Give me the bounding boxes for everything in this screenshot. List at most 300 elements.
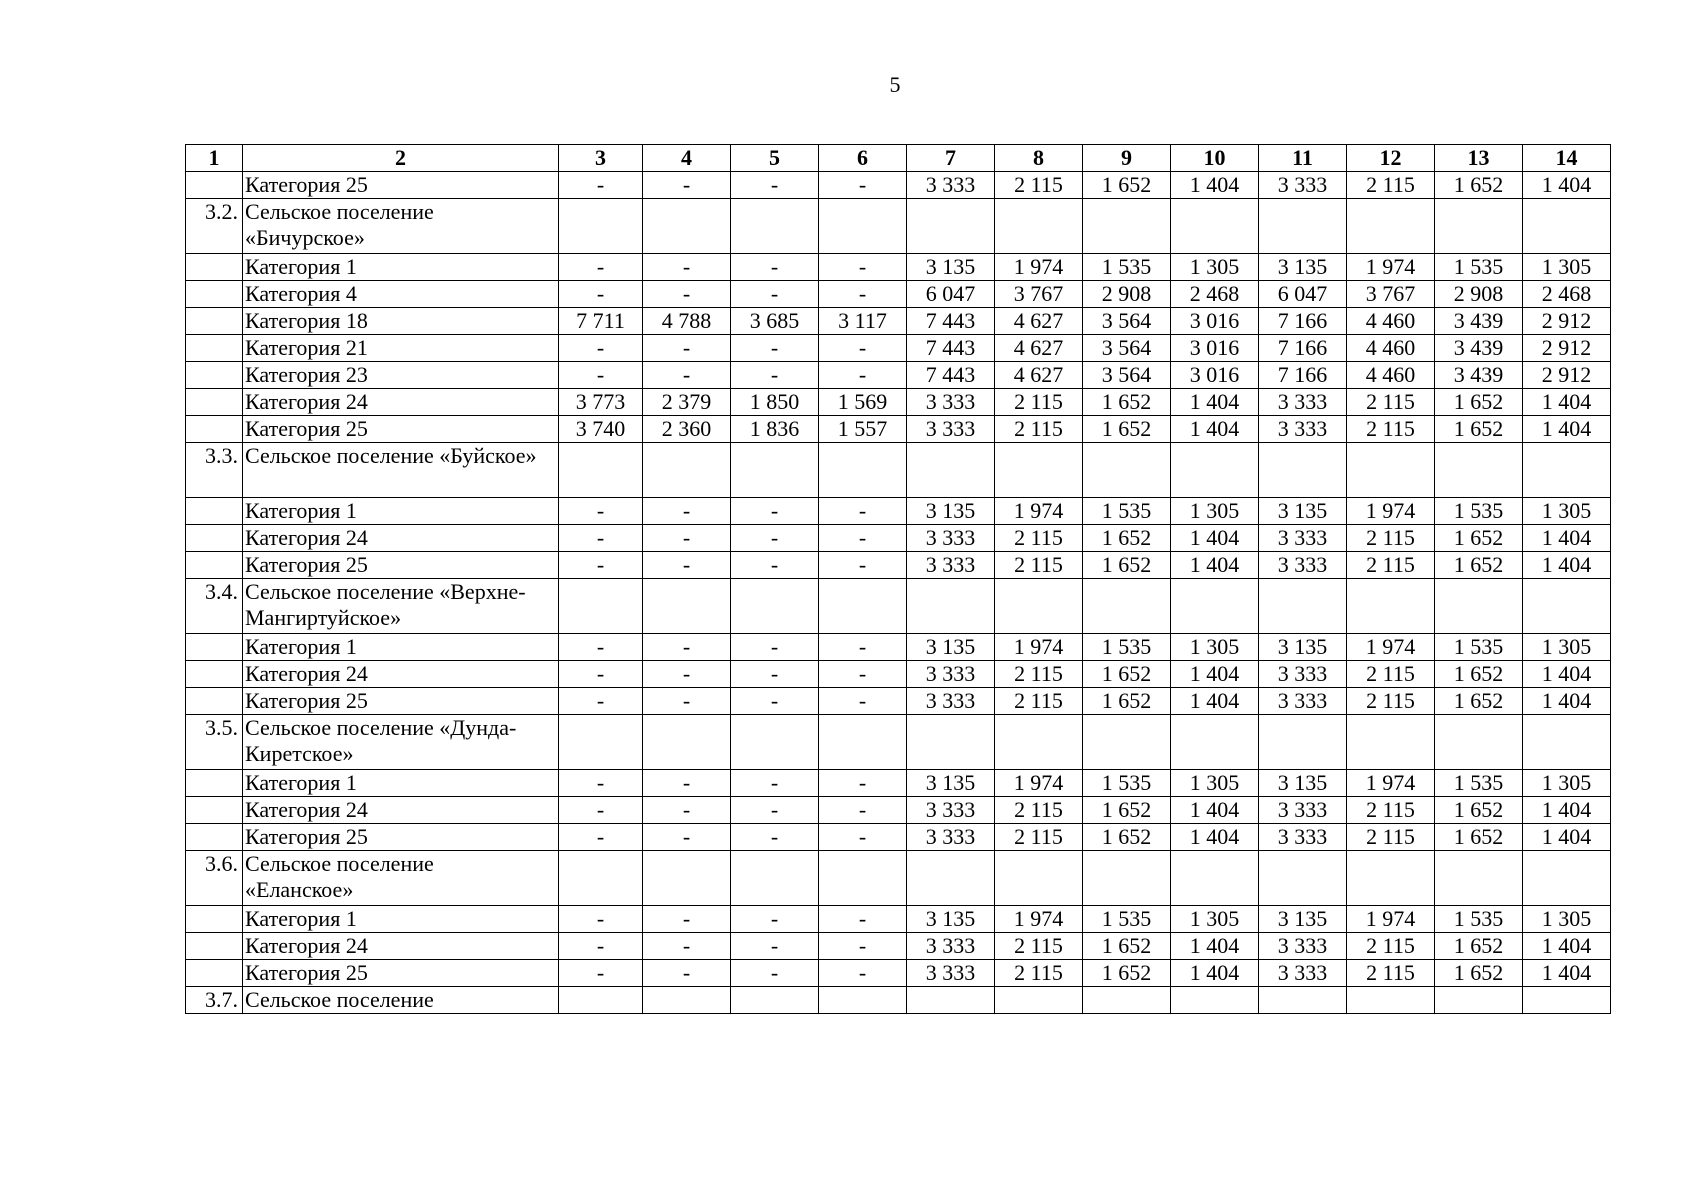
row-name-text: Категория 24 (245, 797, 368, 822)
row-name-cell (243, 770, 559, 797)
value-cell-col-8: 2 115 (995, 172, 1083, 199)
row-name-cell (243, 389, 559, 416)
value-cell-col-14: 1 404 (1523, 933, 1611, 960)
value-cell-col-7: 7 443 (907, 362, 995, 389)
value-cell-col-7 (907, 987, 995, 1014)
value-cell-col-14 (1523, 987, 1611, 1014)
value-cell-col-6: - (819, 933, 907, 960)
value-cell-col-14: 1 305 (1523, 634, 1611, 661)
value-cell-col-3: 3 773 (559, 389, 643, 416)
value-cell-col-14: 1 305 (1523, 906, 1611, 933)
table-row (186, 362, 1611, 389)
row-name-text: Категория 18 (245, 308, 368, 333)
section-row (186, 443, 1611, 498)
value-cell-col-12: 1 974 (1347, 634, 1435, 661)
value-cell-col-11: 3 333 (1259, 525, 1347, 552)
row-name-text: Категория 24 (245, 389, 368, 414)
row-name-text: Категория 1 (245, 906, 357, 931)
value-cell-col-8: 4 627 (995, 308, 1083, 335)
value-cell-col-5: - (731, 172, 819, 199)
row-name-cell (243, 308, 559, 335)
value-cell-col-11: 3 333 (1259, 960, 1347, 987)
value-cell-col-12: 2 115 (1347, 389, 1435, 416)
value-cell-col-10: 1 404 (1171, 389, 1259, 416)
value-cell-col-5: 1 836 (731, 416, 819, 443)
row-name-cell (243, 634, 559, 661)
value-cell-col-9 (1083, 443, 1171, 498)
row-name-cell (243, 498, 559, 525)
row-number-cell (186, 688, 243, 715)
value-cell-col-7: 3 333 (907, 416, 995, 443)
value-cell-col-9: 1 652 (1083, 416, 1171, 443)
value-cell-col-4: - (643, 335, 731, 362)
value-cell-col-4: - (643, 933, 731, 960)
row-number-cell (186, 906, 243, 933)
value-cell-col-10: 1 404 (1171, 172, 1259, 199)
value-cell-col-13: 1 652 (1435, 797, 1523, 824)
value-cell-col-10 (1171, 443, 1259, 498)
value-cell-col-11 (1259, 987, 1347, 1014)
row-name-cell (243, 199, 559, 254)
value-cell-col-12 (1347, 851, 1435, 906)
value-cell-col-10 (1171, 987, 1259, 1014)
value-cell-col-5: - (731, 906, 819, 933)
table-row (186, 389, 1611, 416)
value-cell-col-13 (1435, 443, 1523, 498)
row-name-cell (243, 443, 559, 498)
value-cell-col-14: 1 305 (1523, 254, 1611, 281)
value-cell-col-12: 3 767 (1347, 281, 1435, 308)
value-cell-col-10: 1 404 (1171, 525, 1259, 552)
row-number-cell (186, 525, 243, 552)
value-cell-col-10: 3 016 (1171, 362, 1259, 389)
value-cell-col-13: 1 535 (1435, 770, 1523, 797)
value-cell-col-9: 1 652 (1083, 797, 1171, 824)
value-cell-col-3: - (559, 525, 643, 552)
value-cell-col-3: - (559, 960, 643, 987)
row-name-cell (243, 960, 559, 987)
value-cell-col-14: 1 404 (1523, 172, 1611, 199)
value-cell-col-5: - (731, 688, 819, 715)
value-cell-col-6: - (819, 335, 907, 362)
value-cell-col-6: - (819, 661, 907, 688)
row-number-cell (186, 281, 243, 308)
value-cell-col-14: 2 912 (1523, 362, 1611, 389)
value-cell-col-7 (907, 579, 995, 634)
row-name-text: Категория 25 (245, 960, 368, 985)
value-cell-col-7 (907, 715, 995, 770)
value-cell-col-14: 1 404 (1523, 797, 1611, 824)
value-cell-col-11: 6 047 (1259, 281, 1347, 308)
row-name-text: Категория 4 (245, 281, 357, 306)
value-cell-col-3: - (559, 362, 643, 389)
value-cell-col-7: 6 047 (907, 281, 995, 308)
table-row (186, 308, 1611, 335)
value-cell-col-5 (731, 715, 819, 770)
value-cell-col-14: 1 404 (1523, 688, 1611, 715)
value-cell-col-9: 1 535 (1083, 770, 1171, 797)
value-cell-col-6: - (819, 688, 907, 715)
value-cell-col-4 (643, 443, 731, 498)
value-cell-col-14: 1 404 (1523, 525, 1611, 552)
value-cell-col-12: 2 115 (1347, 552, 1435, 579)
column-header-3: 3 (559, 145, 643, 172)
value-cell-col-13: 1 652 (1435, 933, 1523, 960)
value-cell-col-3: - (559, 824, 643, 851)
value-cell-col-10: 1 404 (1171, 933, 1259, 960)
value-cell-col-14 (1523, 443, 1611, 498)
value-cell-col-14 (1523, 579, 1611, 634)
value-cell-col-5: - (731, 281, 819, 308)
value-cell-col-4: - (643, 172, 731, 199)
value-cell-col-11: 3 135 (1259, 254, 1347, 281)
column-header-7: 7 (907, 145, 995, 172)
column-header-4: 4 (643, 145, 731, 172)
value-cell-col-6: 3 117 (819, 308, 907, 335)
value-cell-col-5: - (731, 335, 819, 362)
value-cell-col-10: 1 404 (1171, 661, 1259, 688)
value-cell-col-8: 2 115 (995, 552, 1083, 579)
row-name-text: Категория 23 (245, 362, 368, 387)
value-cell-col-11: 3 333 (1259, 824, 1347, 851)
value-cell-col-6: - (819, 172, 907, 199)
value-cell-col-6: 1 569 (819, 389, 907, 416)
value-cell-col-9: 1 535 (1083, 634, 1171, 661)
value-cell-col-12: 2 115 (1347, 416, 1435, 443)
row-name-cell (243, 715, 559, 770)
column-header-13: 13 (1435, 145, 1523, 172)
value-cell-col-8: 1 974 (995, 770, 1083, 797)
value-cell-col-11: 3 333 (1259, 172, 1347, 199)
value-cell-col-9: 1 652 (1083, 824, 1171, 851)
row-name-cell (243, 552, 559, 579)
row-name-text: Категория 21 (245, 335, 368, 360)
row-name-text: Категория 1 (245, 254, 357, 279)
value-cell-col-7: 3 135 (907, 770, 995, 797)
value-cell-col-9 (1083, 715, 1171, 770)
value-cell-col-6: - (819, 906, 907, 933)
value-cell-col-9: 3 564 (1083, 362, 1171, 389)
value-cell-col-8: 2 115 (995, 960, 1083, 987)
row-number-cell: 3.5. (186, 715, 243, 770)
value-cell-col-6 (819, 443, 907, 498)
table-row (186, 281, 1611, 308)
value-cell-col-3: 3 740 (559, 416, 643, 443)
value-cell-col-12 (1347, 579, 1435, 634)
row-number-cell (186, 416, 243, 443)
row-number-cell (186, 552, 243, 579)
row-number-cell (186, 389, 243, 416)
value-cell-col-14: 2 912 (1523, 308, 1611, 335)
value-cell-col-6: - (819, 525, 907, 552)
value-cell-col-5 (731, 987, 819, 1014)
value-cell-col-7 (907, 443, 995, 498)
row-name-cell (243, 661, 559, 688)
value-cell-col-7: 3 333 (907, 525, 995, 552)
value-cell-col-11: 3 333 (1259, 688, 1347, 715)
row-name-cell (243, 335, 559, 362)
table-header-row (186, 145, 1611, 172)
value-cell-col-7: 3 333 (907, 960, 995, 987)
row-number-cell (186, 308, 243, 335)
page-number: 5 (889, 72, 901, 97)
column-header-8: 8 (995, 145, 1083, 172)
value-cell-col-10: 1 404 (1171, 824, 1259, 851)
section-row (186, 987, 1611, 1014)
value-cell-col-8: 1 974 (995, 634, 1083, 661)
row-number-cell (186, 172, 243, 199)
value-cell-col-11: 3 333 (1259, 661, 1347, 688)
value-cell-col-9: 1 652 (1083, 525, 1171, 552)
value-cell-col-9 (1083, 987, 1171, 1014)
table-row (186, 416, 1611, 443)
row-name-text: Категория 24 (245, 525, 368, 550)
value-cell-col-14: 1 404 (1523, 960, 1611, 987)
value-cell-col-9: 1 535 (1083, 254, 1171, 281)
value-cell-col-10: 1 305 (1171, 254, 1259, 281)
value-cell-col-10: 1 404 (1171, 416, 1259, 443)
value-cell-col-9: 1 652 (1083, 688, 1171, 715)
value-cell-col-7: 3 333 (907, 389, 995, 416)
value-cell-col-12 (1347, 443, 1435, 498)
value-cell-col-13: 3 439 (1435, 308, 1523, 335)
value-cell-col-8: 1 974 (995, 498, 1083, 525)
value-cell-col-13: 1 652 (1435, 661, 1523, 688)
value-cell-col-8: 2 115 (995, 661, 1083, 688)
value-cell-col-8 (995, 443, 1083, 498)
value-cell-col-6: - (819, 797, 907, 824)
value-cell-col-7 (907, 851, 995, 906)
value-cell-col-5: - (731, 552, 819, 579)
value-cell-col-4: 2 360 (643, 416, 731, 443)
value-cell-col-12: 4 460 (1347, 308, 1435, 335)
tariff-table (185, 144, 1611, 1014)
value-cell-col-4: - (643, 281, 731, 308)
value-cell-col-8: 2 115 (995, 933, 1083, 960)
value-cell-col-12: 2 115 (1347, 688, 1435, 715)
value-cell-col-6: - (819, 770, 907, 797)
row-name-cell (243, 797, 559, 824)
value-cell-col-8: 4 627 (995, 335, 1083, 362)
value-cell-col-4: - (643, 254, 731, 281)
value-cell-col-6: - (819, 960, 907, 987)
value-cell-col-8 (995, 987, 1083, 1014)
value-cell-col-10: 1 404 (1171, 688, 1259, 715)
value-cell-col-5: - (731, 770, 819, 797)
value-cell-col-13: 2 908 (1435, 281, 1523, 308)
value-cell-col-13: 1 535 (1435, 634, 1523, 661)
value-cell-col-14: 1 305 (1523, 498, 1611, 525)
section-row (186, 715, 1611, 770)
value-cell-col-14: 1 305 (1523, 770, 1611, 797)
value-cell-col-7: 3 135 (907, 254, 995, 281)
value-cell-col-6 (819, 579, 907, 634)
value-cell-col-10: 1 305 (1171, 634, 1259, 661)
value-cell-col-12: 1 974 (1347, 498, 1435, 525)
value-cell-col-3: - (559, 688, 643, 715)
value-cell-col-5: - (731, 498, 819, 525)
value-cell-col-4: 4 788 (643, 308, 731, 335)
value-cell-col-4 (643, 715, 731, 770)
value-cell-col-4: 2 379 (643, 389, 731, 416)
section-row (186, 579, 1611, 634)
value-cell-col-5: - (731, 960, 819, 987)
value-cell-col-9: 1 652 (1083, 389, 1171, 416)
value-cell-col-14: 1 404 (1523, 416, 1611, 443)
value-cell-col-4: - (643, 906, 731, 933)
value-cell-col-13: 1 652 (1435, 389, 1523, 416)
value-cell-col-8: 1 974 (995, 254, 1083, 281)
value-cell-col-11 (1259, 579, 1347, 634)
section-row (186, 199, 1611, 254)
value-cell-col-7: 3 333 (907, 933, 995, 960)
row-name-text: Категория 25 (245, 824, 368, 849)
value-cell-col-6 (819, 715, 907, 770)
value-cell-col-5: - (731, 254, 819, 281)
value-cell-col-12: 2 115 (1347, 661, 1435, 688)
value-cell-col-10 (1171, 199, 1259, 254)
value-cell-col-9 (1083, 851, 1171, 906)
value-cell-col-10: 1 404 (1171, 960, 1259, 987)
row-name-text: Сельское поселение «Еланское» (245, 851, 434, 902)
value-cell-col-7: 3 333 (907, 172, 995, 199)
row-name-text: Сельское поселение «Верхне-Мангиртуйское» (245, 579, 526, 630)
value-cell-col-13 (1435, 579, 1523, 634)
value-cell-col-13: 3 439 (1435, 335, 1523, 362)
value-cell-col-12: 2 115 (1347, 797, 1435, 824)
value-cell-col-5: 3 685 (731, 308, 819, 335)
column-header-14: 14 (1523, 145, 1611, 172)
value-cell-col-7: 7 443 (907, 308, 995, 335)
value-cell-col-3: - (559, 661, 643, 688)
row-name-text: Сельское поселение «Буйское» (245, 443, 537, 468)
value-cell-col-12: 2 115 (1347, 525, 1435, 552)
column-header-10: 10 (1171, 145, 1259, 172)
value-cell-col-3: - (559, 172, 643, 199)
value-cell-col-5: - (731, 797, 819, 824)
column-header-6: 6 (819, 145, 907, 172)
row-name-cell (243, 933, 559, 960)
row-number-cell: 3.6. (186, 851, 243, 906)
value-cell-col-7: 3 135 (907, 906, 995, 933)
value-cell-col-12 (1347, 715, 1435, 770)
value-cell-col-4: - (643, 770, 731, 797)
value-cell-col-12: 2 115 (1347, 824, 1435, 851)
value-cell-col-14 (1523, 199, 1611, 254)
value-cell-col-4: - (643, 634, 731, 661)
value-cell-col-4 (643, 199, 731, 254)
value-cell-col-3 (559, 987, 643, 1014)
value-cell-col-8: 2 115 (995, 824, 1083, 851)
value-cell-col-9: 1 652 (1083, 172, 1171, 199)
row-number-cell (186, 661, 243, 688)
row-name-cell (243, 851, 559, 906)
value-cell-col-10: 1 305 (1171, 906, 1259, 933)
value-cell-col-5 (731, 443, 819, 498)
value-cell-col-9: 1 535 (1083, 906, 1171, 933)
table-body (186, 172, 1611, 1014)
value-cell-col-4: - (643, 824, 731, 851)
value-cell-col-14: 1 404 (1523, 552, 1611, 579)
value-cell-col-13: 3 439 (1435, 362, 1523, 389)
value-cell-col-13: 1 652 (1435, 172, 1523, 199)
row-name-text: Сельское поселение «Бичурское» (245, 199, 434, 250)
row-name-cell (243, 906, 559, 933)
value-cell-col-13: 1 535 (1435, 254, 1523, 281)
row-name-cell (243, 987, 559, 1014)
row-name-text: Категория 1 (245, 634, 357, 659)
value-cell-col-10: 3 016 (1171, 308, 1259, 335)
value-cell-col-11: 3 333 (1259, 797, 1347, 824)
row-name-text: Категория 25 (245, 688, 368, 713)
value-cell-col-14: 1 404 (1523, 824, 1611, 851)
value-cell-col-14: 2 468 (1523, 281, 1611, 308)
value-cell-col-6: - (819, 281, 907, 308)
value-cell-col-11 (1259, 443, 1347, 498)
row-name-cell (243, 579, 559, 634)
value-cell-col-11: 3 333 (1259, 933, 1347, 960)
value-cell-col-12: 2 115 (1347, 172, 1435, 199)
value-cell-col-11: 7 166 (1259, 308, 1347, 335)
value-cell-col-12: 2 115 (1347, 933, 1435, 960)
row-name-text: Сельское поселение (245, 987, 434, 1012)
table-row (186, 525, 1611, 552)
value-cell-col-3 (559, 851, 643, 906)
value-cell-col-8 (995, 199, 1083, 254)
value-cell-col-3 (559, 715, 643, 770)
value-cell-col-5 (731, 579, 819, 634)
table-row (186, 824, 1611, 851)
row-name-cell (243, 281, 559, 308)
table-row (186, 906, 1611, 933)
value-cell-col-11: 3 135 (1259, 634, 1347, 661)
value-cell-col-13: 1 652 (1435, 525, 1523, 552)
value-cell-col-11 (1259, 851, 1347, 906)
column-header-12: 12 (1347, 145, 1435, 172)
value-cell-col-11: 3 135 (1259, 906, 1347, 933)
table-row (186, 552, 1611, 579)
value-cell-col-9: 1 652 (1083, 661, 1171, 688)
row-name-cell (243, 362, 559, 389)
value-cell-col-11: 3 135 (1259, 498, 1347, 525)
row-number-cell (186, 498, 243, 525)
value-cell-col-13: 1 652 (1435, 552, 1523, 579)
row-name-cell (243, 172, 559, 199)
value-cell-col-11: 3 333 (1259, 416, 1347, 443)
value-cell-col-13 (1435, 851, 1523, 906)
value-cell-col-13: 1 652 (1435, 824, 1523, 851)
row-name-text: Категория 25 (245, 172, 368, 197)
row-name-cell (243, 254, 559, 281)
value-cell-col-13: 1 652 (1435, 688, 1523, 715)
value-cell-col-6 (819, 851, 907, 906)
row-number-cell (186, 634, 243, 661)
row-name-text: Категория 1 (245, 770, 357, 795)
value-cell-col-10: 3 016 (1171, 335, 1259, 362)
value-cell-col-4 (643, 987, 731, 1014)
value-cell-col-10: 1 305 (1171, 498, 1259, 525)
value-cell-col-12: 1 974 (1347, 254, 1435, 281)
value-cell-col-10: 1 404 (1171, 797, 1259, 824)
value-cell-col-6 (819, 199, 907, 254)
section-row (186, 851, 1611, 906)
value-cell-col-8: 1 974 (995, 906, 1083, 933)
value-cell-col-7 (907, 199, 995, 254)
column-header-2: 2 (243, 145, 559, 172)
value-cell-col-3: - (559, 254, 643, 281)
value-cell-col-13 (1435, 987, 1523, 1014)
value-cell-col-5: - (731, 362, 819, 389)
